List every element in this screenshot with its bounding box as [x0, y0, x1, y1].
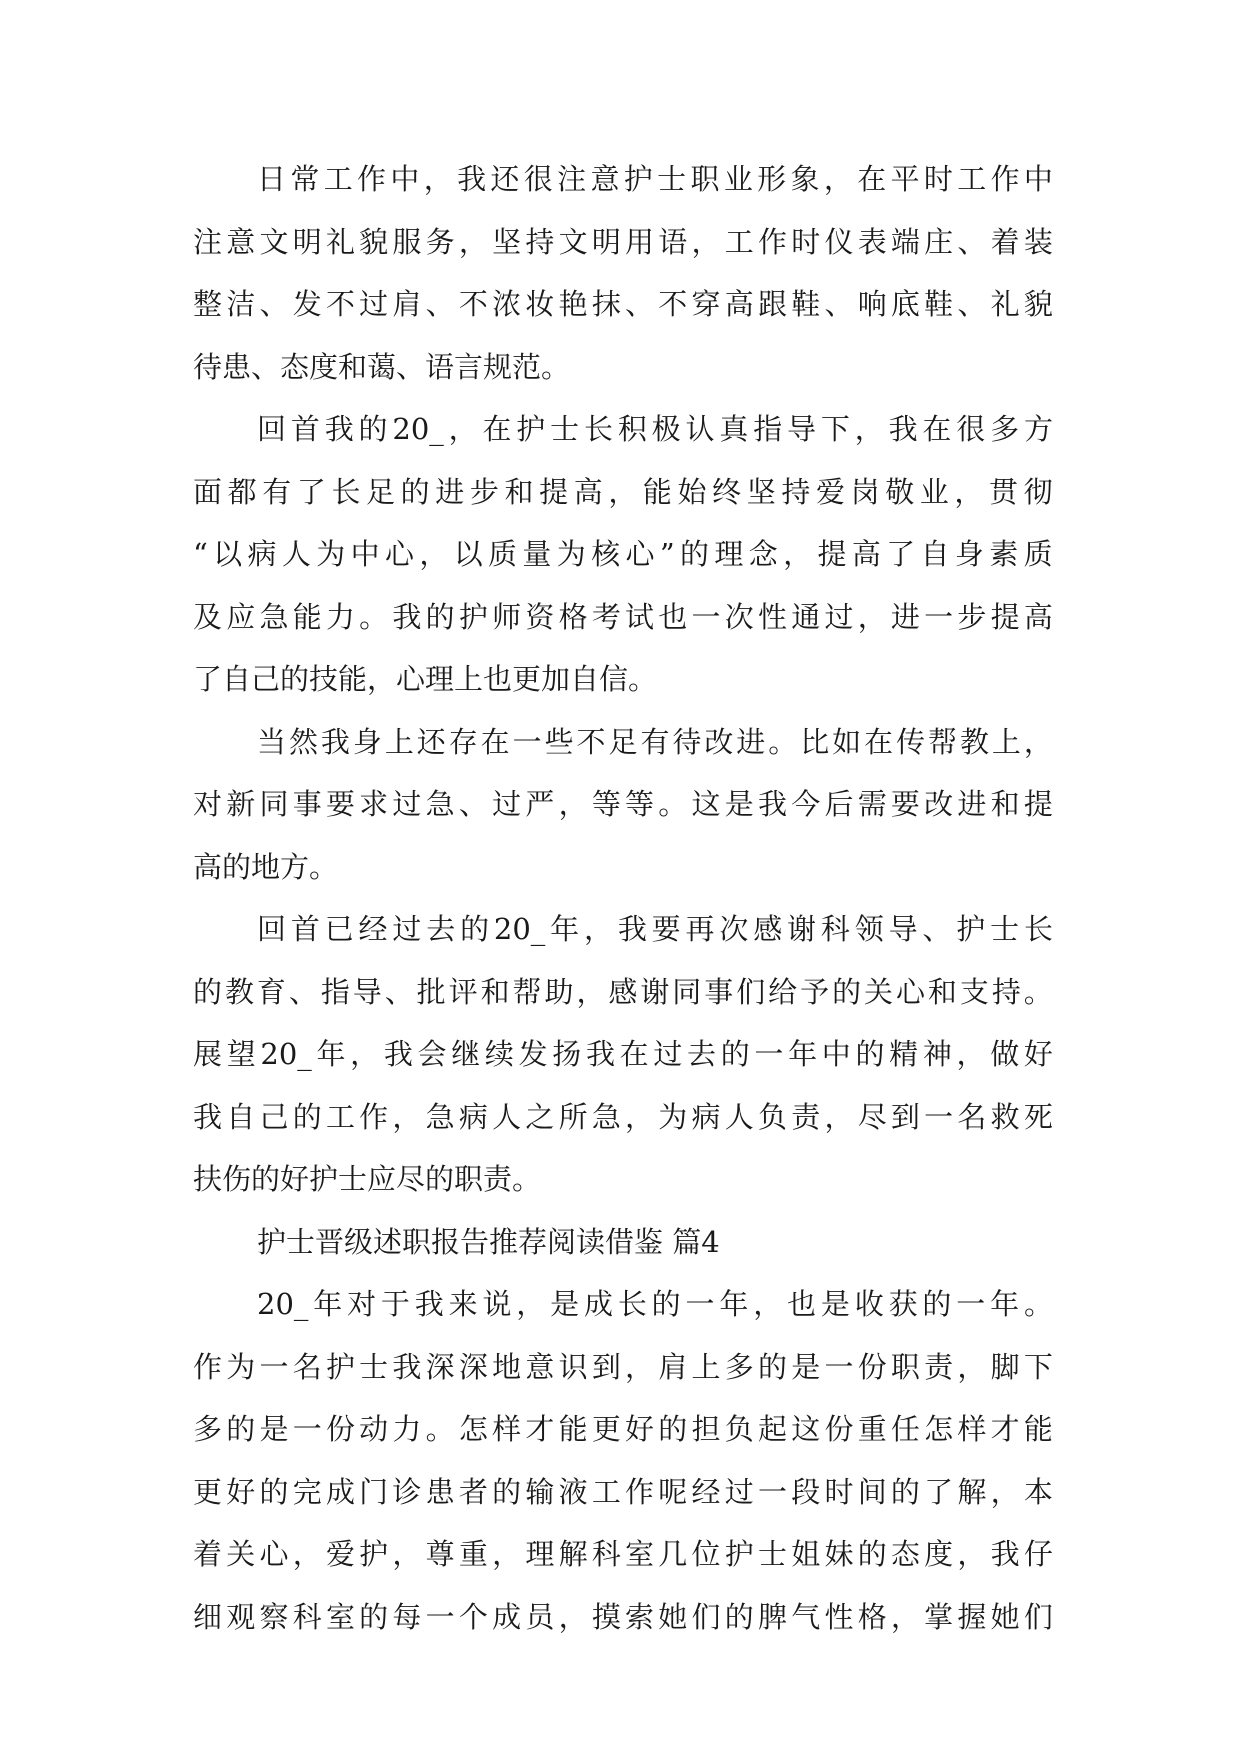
text-line: 着 关 心 ， 爱 护 ， 尊 重 ， 理 解 科 室 几 位 护 士 姐 妹 的 态 度 ， 我 仔	[193, 1537, 1053, 1571]
text-line: 展 望 20_ 年 ， 我 会 继 续 发 扬 我 在 过 去 的 一 年 中 的 精 神 ， 做 好	[193, 1037, 1053, 1071]
text-line: 细 观 察 科 室 的 每 一 个 成 员 ， 摸 索 她 们 的 脾 气 性 格 ， 掌 握 她 们	[193, 1599, 1053, 1634]
text-line: 20_ 年 对 于 我 来 说 ， 是 成 长 的 一 年 ， 也 是 收 获 的 一 年 。	[257, 1287, 1053, 1321]
document-body	[193, 148, 1053, 1648]
text-line: 当 然 我 身 上 还 存 在 一 些 不 足 有 待 改 进 。 比 如 在 传 帮 教 上 ，	[257, 724, 1053, 759]
text-line: 扶伤的好护士应尽的职责。	[193, 1162, 542, 1196]
text-line: “ 以 病 人 为 中 心 ， 以 质 量 为 核 心 ” 的 理 念 ， 提 高 了 自 身 素 质	[193, 537, 1053, 571]
text-line: 回 首 已 经 过 去 的 20_ 年 ， 我 要 再 次 感 谢 科 领 导 、 护 士 长	[257, 912, 1053, 946]
text-line: 护士晋级述职报告推荐阅读借鉴 篇4	[257, 1224, 720, 1259]
text-line: 多 的 是 一 份 动 力 。 怎 样 才 能 更 好 的 担 负 起 这 份 重 任 怎 样 才 能	[193, 1412, 1053, 1446]
text-line: 注 意 文 明 礼 貌 服 务 ， 坚 持 文 明 用 语 ， 工 作 时 仪 表 端 庄 、 着 装	[193, 224, 1053, 259]
text-line: 我 自 己 的 工 作 ， 急 病 人 之 所 急 ， 为 病 人 负 责 ， 尽 到 一 名 救 死	[193, 1099, 1053, 1134]
text-line: 待患、态度和蔼、语言规范。	[193, 349, 571, 384]
text-line: 更 好 的 完 成 门 诊 患 者 的 输 液 工 作 呢 经 过 一 段 时 间 的 了 解 ， 本	[193, 1474, 1053, 1509]
text-line: 面 都 有 了 长 足 的 进 步 和 提 高 ， 能 始 终 坚 持 爱 岗 敬 业 ， 贯 彻	[193, 474, 1053, 509]
text-line: 的 教 育 、 指 导 、 批 评 和 帮 助 ， 感 谢 同 事 们 给 予 的 关 心 和 支 持 。	[193, 974, 1053, 1009]
text-line: 高的地方。	[193, 849, 339, 884]
text-line: 作 为 一 名 护 士 我 深 深 地 意 识 到 ， 肩 上 多 的 是 一 份 职 责 ， 脚 下	[193, 1349, 1053, 1384]
text-line: 对 新 同 事 要 求 过 急 、 过 严 ， 等 等 。 这 是 我 今 后 需 要 改 进 和 提	[193, 787, 1053, 821]
text-line: 回 首 我 的 20_ ， 在 护 士 长 积 极 认 真 指 导 下 ， 我 在 很 多 方	[257, 412, 1053, 446]
text-line: 及 应 急 能 力 。 我 的 护 师 资 格 考 试 也 一 次 性 通 过 ， 进 一 步 提 高	[193, 599, 1053, 634]
text-line: 了自己的技能，心理上也更加自信。	[193, 662, 658, 696]
text-line: 日 常 工 作 中 ， 我 还 很 注 意 护 士 职 业 形 象 ， 在 平 时 工 作 中	[257, 162, 1053, 196]
text-line: 整 洁 、 发 不 过 肩 、 不 浓 妆 艳 抹 、 不 穿 高 跟 鞋 、 响 底 鞋 、 礼 貌	[193, 287, 1053, 321]
